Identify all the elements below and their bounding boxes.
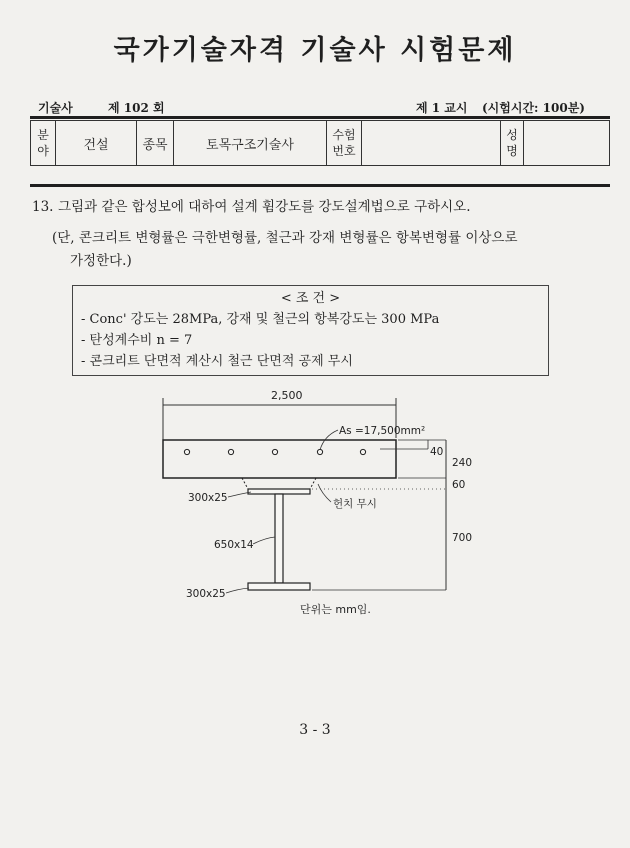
condition-item: - 콘크리트 단면적 계산시 철근 단면적 공제 무시 (81, 354, 353, 369)
width-label: 2,500 (271, 389, 303, 402)
bottom-flange-label: 300x25 (186, 588, 226, 600)
dim-700-label: 700 (452, 532, 473, 544)
as-label: As =17,500mm² (339, 425, 426, 437)
top-flange-label: 300x25 (188, 492, 228, 504)
dim-40-label: 40 (430, 446, 444, 458)
name-label: 성명 (506, 128, 518, 158)
field-label-cell (31, 121, 56, 166)
page-number: 3 - 3 (299, 722, 331, 738)
dim-240-label: 240 (452, 457, 473, 469)
exam-no-label: 수험번호 (332, 128, 356, 158)
bottom-flange (248, 583, 310, 590)
header-bottom-rule (30, 184, 610, 187)
subject-value: 토목구조기술사 (174, 121, 327, 166)
question-note-line2: 가정한다.) (70, 253, 132, 269)
condition-item: - 탄성계수비 n = 7 (81, 333, 193, 348)
question-number: 13. (32, 199, 54, 215)
haunch-leader (318, 484, 331, 502)
unit-note: 단위는 mm임. (300, 603, 371, 616)
bottom-flange-leader (226, 588, 249, 593)
haunch-left (242, 478, 248, 489)
haunch-right (310, 478, 316, 489)
rebar (317, 449, 322, 454)
rebar (272, 449, 277, 454)
web-label: 650x14 (214, 539, 254, 551)
rebar (184, 449, 189, 454)
name-input[interactable] (524, 121, 610, 166)
exam-info-table (30, 120, 610, 166)
rebar (360, 449, 365, 454)
exam-session: 제 1 교시 (416, 101, 468, 115)
concrete-slab (163, 440, 396, 478)
as-leader (320, 430, 338, 450)
question-text: 그림과 같은 합성보에 대하여 설계 휨강도를 강도설계법으로 구하시오. (58, 199, 471, 215)
exam-time: (시험시간: 100분) (482, 101, 585, 115)
haunch-label: 헌치 무시 (333, 498, 377, 510)
page-title: 국가기술자격 기술사 시험문제 (113, 35, 517, 66)
conditions-header: < 조 건 > (280, 291, 341, 306)
exam-no-label-cell (327, 121, 362, 166)
exam-type: 기술사 (38, 101, 73, 115)
top-flange (248, 489, 310, 494)
rebar (228, 449, 233, 454)
exam-no-input[interactable] (362, 121, 501, 166)
web-leader (253, 537, 275, 544)
conditions-box (72, 285, 549, 376)
condition-item: - Conc' 강도는 28MPa, 강재 및 철근의 항복강도는 300 MPa (81, 312, 440, 327)
web (275, 494, 283, 583)
dim-60-label: 60 (452, 479, 466, 491)
field-label: 분야 (37, 128, 49, 158)
question-note-line1: (단, 콘크리트 변형률은 극한변형률, 철근과 강재 변형률은 항복변형률 이상으로 (52, 230, 518, 246)
name-label-cell (501, 121, 524, 166)
subject-label: 종목 (137, 121, 174, 166)
field-value: 건설 (56, 121, 137, 166)
top-flange-leader (228, 492, 251, 497)
header-top-rule (30, 116, 610, 119)
exam-round: 제 102 회 (108, 101, 165, 115)
